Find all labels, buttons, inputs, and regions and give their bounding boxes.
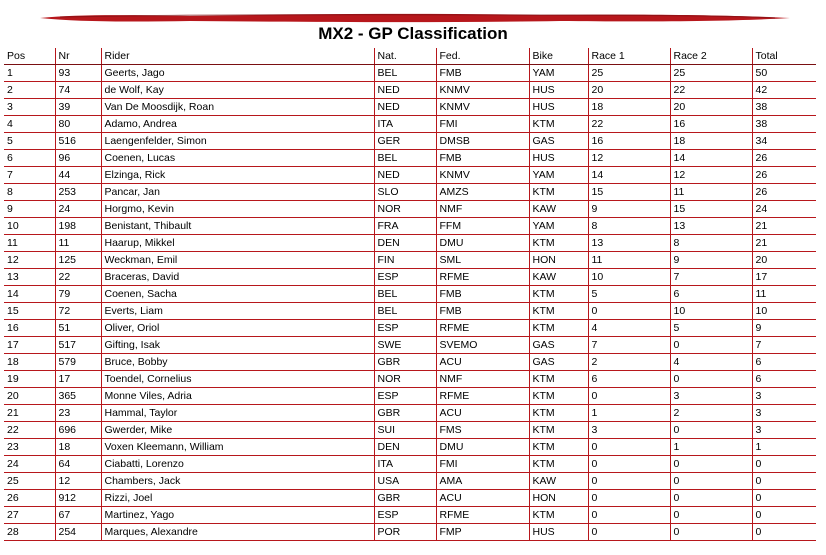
nat-cell: SLO [374, 184, 436, 201]
column-header-race1: Race 1 [588, 48, 670, 65]
race1-cell: 0 [588, 473, 670, 490]
race1-cell: 0 [588, 388, 670, 405]
total-cell: 21 [752, 235, 816, 252]
nr-cell: 579 [55, 354, 101, 371]
rider-cell: Horgmo, Kevin [101, 201, 374, 218]
nat-cell: BEL [374, 286, 436, 303]
pos-cell: 18 [4, 354, 55, 371]
rider-cell: Toendel, Cornelius [101, 371, 374, 388]
rider-cell: Marques, Alexandre [101, 524, 374, 541]
total-cell: 1 [752, 439, 816, 456]
race2-cell: 2 [670, 405, 752, 422]
fed-cell: NMF [436, 371, 529, 388]
nr-cell: 93 [55, 65, 101, 82]
rider-cell: Adamo, Andrea [101, 116, 374, 133]
total-cell: 10 [752, 303, 816, 320]
bike-cell: HUS [529, 150, 588, 167]
nat-cell: DEN [374, 439, 436, 456]
table-row [4, 116, 816, 133]
total-cell: 24 [752, 201, 816, 218]
fed-cell: RFME [436, 507, 529, 524]
bike-cell: GAS [529, 354, 588, 371]
pos-cell: 12 [4, 252, 55, 269]
pos-cell: 24 [4, 456, 55, 473]
table-row [4, 201, 816, 218]
table-row [4, 320, 816, 337]
fed-cell: DMU [436, 235, 529, 252]
nat-cell: SWE [374, 337, 436, 354]
total-cell: 34 [752, 133, 816, 150]
table-row [4, 252, 816, 269]
fed-cell: RFME [436, 320, 529, 337]
fed-cell: SML [436, 252, 529, 269]
fed-cell: ACU [436, 354, 529, 371]
table-row [4, 303, 816, 320]
rider-cell: Chambers, Jack [101, 473, 374, 490]
bike-cell: KAW [529, 269, 588, 286]
race1-cell: 0 [588, 456, 670, 473]
bike-cell: KTM [529, 439, 588, 456]
nr-cell: 18 [55, 439, 101, 456]
nr-cell: 51 [55, 320, 101, 337]
bike-cell: KTM [529, 422, 588, 439]
fed-cell: FMI [436, 456, 529, 473]
nr-cell: 696 [55, 422, 101, 439]
nr-cell: 254 [55, 524, 101, 541]
rider-cell: Laengenfelder, Simon [101, 133, 374, 150]
nat-cell: NED [374, 167, 436, 184]
race2-cell: 22 [670, 82, 752, 99]
nat-cell: BEL [374, 303, 436, 320]
rider-cell: Ciabatti, Lorenzo [101, 456, 374, 473]
race1-cell: 14 [588, 167, 670, 184]
fed-cell: FMB [436, 65, 529, 82]
fed-cell: FFM [436, 218, 529, 235]
bike-cell: HUS [529, 524, 588, 541]
pos-cell: 25 [4, 473, 55, 490]
total-cell: 0 [752, 456, 816, 473]
nat-cell: ESP [374, 388, 436, 405]
race2-cell: 0 [670, 473, 752, 490]
race2-cell: 11 [670, 184, 752, 201]
total-cell: 7 [752, 337, 816, 354]
nat-cell: USA [374, 473, 436, 490]
race2-cell: 0 [670, 524, 752, 541]
bike-cell: HON [529, 490, 588, 507]
total-cell: 42 [752, 82, 816, 99]
nr-cell: 198 [55, 218, 101, 235]
fed-cell: FMB [436, 303, 529, 320]
nr-cell: 39 [55, 99, 101, 116]
pos-cell: 10 [4, 218, 55, 235]
total-cell: 3 [752, 422, 816, 439]
bike-cell: YAM [529, 167, 588, 184]
rider-cell: Hammal, Taylor [101, 405, 374, 422]
total-cell: 21 [752, 218, 816, 235]
bike-cell: KTM [529, 507, 588, 524]
pos-cell: 4 [4, 116, 55, 133]
table-row [4, 456, 816, 473]
bike-cell: HUS [529, 99, 588, 116]
rider-cell: Gifting, Isak [101, 337, 374, 354]
rider-cell: Rizzi, Joel [101, 490, 374, 507]
nat-cell: NOR [374, 201, 436, 218]
race2-cell: 0 [670, 490, 752, 507]
fed-cell: DMU [436, 439, 529, 456]
fed-cell: KNMV [436, 82, 529, 99]
total-cell: 26 [752, 184, 816, 201]
nat-cell: GBR [374, 354, 436, 371]
pos-cell: 23 [4, 439, 55, 456]
nat-cell: GBR [374, 490, 436, 507]
race2-cell: 8 [670, 235, 752, 252]
fed-cell: FMS [436, 422, 529, 439]
column-header-pos: Pos [4, 48, 55, 65]
race2-cell: 16 [670, 116, 752, 133]
race1-cell: 2 [588, 354, 670, 371]
nr-cell: 365 [55, 388, 101, 405]
bike-cell: YAM [529, 65, 588, 82]
race2-cell: 3 [670, 388, 752, 405]
race1-cell: 11 [588, 252, 670, 269]
rider-cell: Everts, Liam [101, 303, 374, 320]
table-row [4, 218, 816, 235]
race2-cell: 9 [670, 252, 752, 269]
total-cell: 9 [752, 320, 816, 337]
nr-cell: 516 [55, 133, 101, 150]
nr-cell: 22 [55, 269, 101, 286]
column-header-race2: Race 2 [670, 48, 752, 65]
race1-cell: 0 [588, 490, 670, 507]
nr-cell: 253 [55, 184, 101, 201]
nr-cell: 96 [55, 150, 101, 167]
nat-cell: GBR [374, 405, 436, 422]
total-cell: 0 [752, 507, 816, 524]
nr-cell: 23 [55, 405, 101, 422]
nat-cell: DEN [374, 235, 436, 252]
race2-cell: 0 [670, 371, 752, 388]
race2-cell: 15 [670, 201, 752, 218]
race2-cell: 12 [670, 167, 752, 184]
nr-cell: 80 [55, 116, 101, 133]
table-row [4, 167, 816, 184]
rider-cell: Gwerder, Mike [101, 422, 374, 439]
race1-cell: 0 [588, 439, 670, 456]
race1-cell: 8 [588, 218, 670, 235]
total-cell: 0 [752, 473, 816, 490]
table-row [4, 184, 816, 201]
bike-cell: YAM [529, 218, 588, 235]
race2-cell: 20 [670, 99, 752, 116]
bike-cell: KTM [529, 184, 588, 201]
classification-table [4, 48, 816, 541]
nr-cell: 64 [55, 456, 101, 473]
bike-cell: KTM [529, 303, 588, 320]
race1-cell: 10 [588, 269, 670, 286]
pos-cell: 14 [4, 286, 55, 303]
table-row [4, 286, 816, 303]
rider-cell: de Wolf, Kay [101, 82, 374, 99]
race1-cell: 9 [588, 201, 670, 218]
bike-cell: KTM [529, 388, 588, 405]
pos-cell: 27 [4, 507, 55, 524]
race2-cell: 13 [670, 218, 752, 235]
table-row [4, 82, 816, 99]
nr-cell: 67 [55, 507, 101, 524]
race1-cell: 12 [588, 150, 670, 167]
fed-cell: ACU [436, 490, 529, 507]
rider-cell: Bruce, Bobby [101, 354, 374, 371]
pos-cell: 1 [4, 65, 55, 82]
nat-cell: ESP [374, 269, 436, 286]
fed-cell: RFME [436, 388, 529, 405]
rider-cell: Coenen, Lucas [101, 150, 374, 167]
race2-cell: 10 [670, 303, 752, 320]
nat-cell: BEL [374, 65, 436, 82]
pos-cell: 21 [4, 405, 55, 422]
table-row [4, 473, 816, 490]
race2-cell: 14 [670, 150, 752, 167]
race1-cell: 15 [588, 184, 670, 201]
pos-cell: 2 [4, 82, 55, 99]
table-row [4, 354, 816, 371]
bike-cell: KAW [529, 201, 588, 218]
race2-cell: 0 [670, 337, 752, 354]
nat-cell: ITA [374, 116, 436, 133]
race1-cell: 1 [588, 405, 670, 422]
race2-cell: 0 [670, 422, 752, 439]
total-cell: 0 [752, 524, 816, 541]
pos-cell: 19 [4, 371, 55, 388]
nat-cell: GER [374, 133, 436, 150]
race1-cell: 16 [588, 133, 670, 150]
bike-cell: KAW [529, 473, 588, 490]
table-row [4, 337, 816, 354]
total-cell: 50 [752, 65, 816, 82]
table-row [4, 150, 816, 167]
nat-cell: NED [374, 99, 436, 116]
fed-cell: FMP [436, 524, 529, 541]
bike-cell: KTM [529, 116, 588, 133]
rider-cell: Monne Viles, Adria [101, 388, 374, 405]
fed-cell: KNMV [436, 167, 529, 184]
total-cell: 26 [752, 167, 816, 184]
column-header-bike: Bike [529, 48, 588, 65]
rider-cell: Coenen, Sacha [101, 286, 374, 303]
nr-cell: 125 [55, 252, 101, 269]
nat-cell: ESP [374, 507, 436, 524]
total-cell: 0 [752, 490, 816, 507]
total-cell: 26 [752, 150, 816, 167]
total-cell: 3 [752, 405, 816, 422]
pos-cell: 7 [4, 167, 55, 184]
fed-cell: FMB [436, 150, 529, 167]
total-cell: 38 [752, 99, 816, 116]
nr-cell: 17 [55, 371, 101, 388]
table-row [4, 65, 816, 82]
race1-cell: 7 [588, 337, 670, 354]
column-header-nr: Nr [55, 48, 101, 65]
nat-cell: ITA [374, 456, 436, 473]
nat-cell: FIN [374, 252, 436, 269]
bike-cell: KTM [529, 320, 588, 337]
race1-cell: 13 [588, 235, 670, 252]
nr-cell: 79 [55, 286, 101, 303]
bike-cell: KTM [529, 286, 588, 303]
table-body [4, 65, 816, 541]
pos-cell: 9 [4, 201, 55, 218]
nat-cell: FRA [374, 218, 436, 235]
table-row [4, 524, 816, 541]
nat-cell: POR [374, 524, 436, 541]
rider-cell: Benistant, Thibault [101, 218, 374, 235]
race1-cell: 4 [588, 320, 670, 337]
pos-cell: 28 [4, 524, 55, 541]
page-title: MX2 - GP Classification [318, 24, 508, 43]
fed-cell: ACU [436, 405, 529, 422]
pos-cell: 8 [4, 184, 55, 201]
pos-cell: 6 [4, 150, 55, 167]
nat-cell: NOR [374, 371, 436, 388]
nr-cell: 11 [55, 235, 101, 252]
column-header-rider: Rider [101, 48, 374, 65]
nr-cell: 72 [55, 303, 101, 320]
fed-cell: DMSB [436, 133, 529, 150]
nr-cell: 24 [55, 201, 101, 218]
fed-cell: FMB [436, 286, 529, 303]
column-header-fed: Fed. [436, 48, 529, 65]
race2-cell: 25 [670, 65, 752, 82]
rider-cell: Oliver, Oriol [101, 320, 374, 337]
race1-cell: 20 [588, 82, 670, 99]
rider-cell: Haarup, Mikkel [101, 235, 374, 252]
table-row [4, 507, 816, 524]
fed-cell: AMZS [436, 184, 529, 201]
rider-cell: Geerts, Jago [101, 65, 374, 82]
nat-cell: NED [374, 82, 436, 99]
race2-cell: 4 [670, 354, 752, 371]
race1-cell: 3 [588, 422, 670, 439]
table-row [4, 269, 816, 286]
nat-cell: ESP [374, 320, 436, 337]
nat-cell: SUI [374, 422, 436, 439]
race1-cell: 18 [588, 99, 670, 116]
race2-cell: 7 [670, 269, 752, 286]
bike-cell: GAS [529, 133, 588, 150]
rider-cell: Pancar, Jan [101, 184, 374, 201]
fed-cell: FMI [436, 116, 529, 133]
pos-cell: 11 [4, 235, 55, 252]
total-cell: 38 [752, 116, 816, 133]
pos-cell: 26 [4, 490, 55, 507]
table-header-row [4, 48, 816, 65]
race1-cell: 0 [588, 507, 670, 524]
nat-cell: BEL [374, 150, 436, 167]
table-row [4, 422, 816, 439]
nr-cell: 12 [55, 473, 101, 490]
table-row [4, 490, 816, 507]
table-row [4, 133, 816, 150]
race1-cell: 5 [588, 286, 670, 303]
pos-cell: 17 [4, 337, 55, 354]
rider-cell: Martinez, Yago [101, 507, 374, 524]
pos-cell: 22 [4, 422, 55, 439]
header-brush-stroke [40, 12, 790, 24]
total-cell: 20 [752, 252, 816, 269]
bike-cell: KTM [529, 371, 588, 388]
pos-cell: 5 [4, 133, 55, 150]
bike-cell: HUS [529, 82, 588, 99]
race2-cell: 0 [670, 507, 752, 524]
nr-cell: 517 [55, 337, 101, 354]
rider-cell: Weckman, Emil [101, 252, 374, 269]
rider-cell: Braceras, David [101, 269, 374, 286]
bike-cell: GAS [529, 337, 588, 354]
bike-cell: HON [529, 252, 588, 269]
race2-cell: 0 [670, 456, 752, 473]
pos-cell: 13 [4, 269, 55, 286]
nr-cell: 912 [55, 490, 101, 507]
pos-cell: 20 [4, 388, 55, 405]
table-row [4, 405, 816, 422]
total-cell: 11 [752, 286, 816, 303]
bike-cell: KTM [529, 235, 588, 252]
total-cell: 6 [752, 354, 816, 371]
table-row [4, 235, 816, 252]
pos-cell: 3 [4, 99, 55, 116]
race1-cell: 25 [588, 65, 670, 82]
rider-cell: Voxen Kleemann, William [101, 439, 374, 456]
race2-cell: 18 [670, 133, 752, 150]
column-header-nat: Nat. [374, 48, 436, 65]
race1-cell: 6 [588, 371, 670, 388]
nr-cell: 44 [55, 167, 101, 184]
fed-cell: NMF [436, 201, 529, 218]
race1-cell: 0 [588, 524, 670, 541]
nr-cell: 74 [55, 82, 101, 99]
race2-cell: 6 [670, 286, 752, 303]
race1-cell: 0 [588, 303, 670, 320]
table-row [4, 99, 816, 116]
table-row [4, 439, 816, 456]
rider-cell: Elzinga, Rick [101, 167, 374, 184]
fed-cell: RFME [436, 269, 529, 286]
total-cell: 3 [752, 388, 816, 405]
total-cell: 6 [752, 371, 816, 388]
race2-cell: 5 [670, 320, 752, 337]
pos-cell: 15 [4, 303, 55, 320]
table-row [4, 371, 816, 388]
rider-cell: Van De Moosdijk, Roan [101, 99, 374, 116]
bike-cell: KTM [529, 405, 588, 422]
column-header-total: Total [752, 48, 816, 65]
total-cell: 17 [752, 269, 816, 286]
fed-cell: KNMV [436, 99, 529, 116]
pos-cell: 16 [4, 320, 55, 337]
race1-cell: 22 [588, 116, 670, 133]
fed-cell: SVEMO [436, 337, 529, 354]
bike-cell: KTM [529, 456, 588, 473]
fed-cell: AMA [436, 473, 529, 490]
race2-cell: 1 [670, 439, 752, 456]
table-row [4, 388, 816, 405]
